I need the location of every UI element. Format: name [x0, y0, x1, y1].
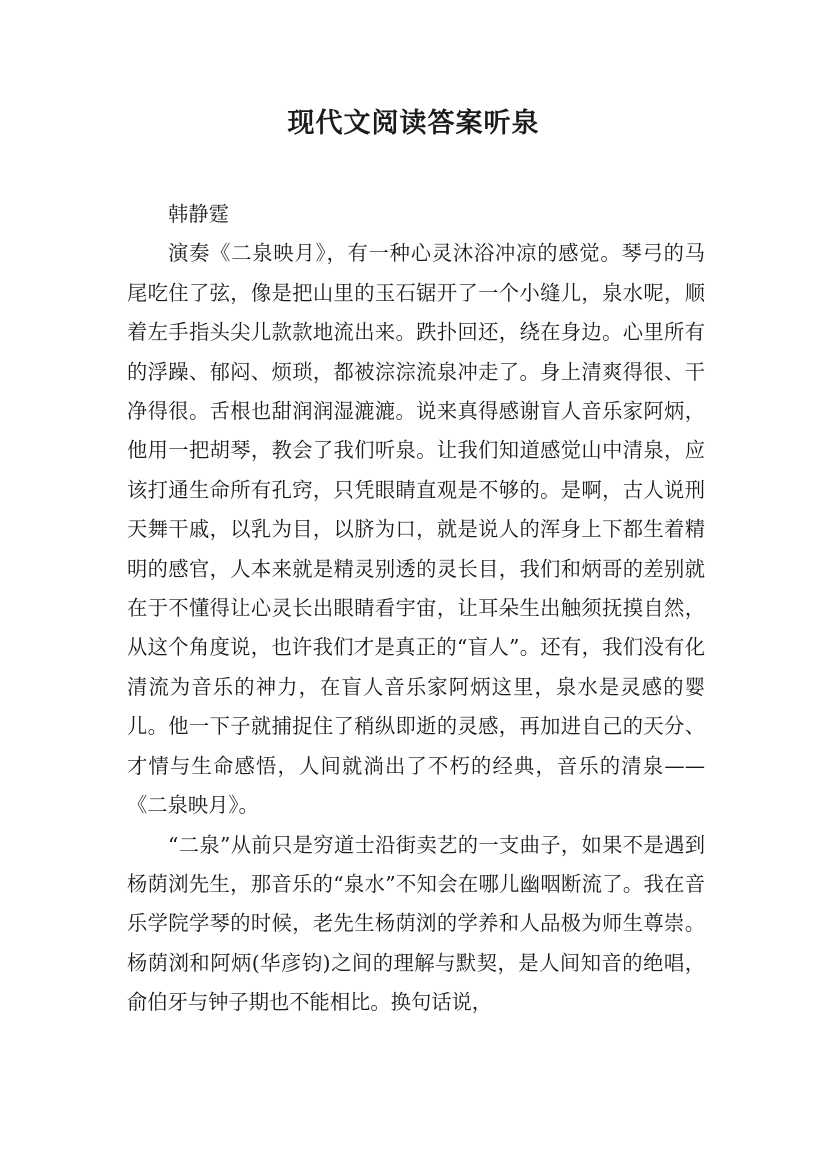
article-body [127, 195, 705, 1023]
document-title: 现代文阅读答案听泉 [287, 108, 540, 139]
paragraph-1: 演奏《二泉映月》，有一种心灵沐浴冲凉的感觉。琴弓的马尾吃住了弦，像是把山里的玉石锯开了一个小缝儿，泉水呢，顺着左手指头尖儿款款地流出来。跌扑回还，绕在身边。心里所有的浮躁、郁闷、烦琐，都被淙淙流泉冲走了。身上清爽得很、干净得很。舌根也甜润润湿漉漉。说来真得感谢盲人音乐家阿炳，他用一把胡琴，教会了我们听泉。让我们知道感觉山中清泉，应该打通生命所有孔窍，只凭眼睛直观是不够的。是啊，古人说刑天舞干戚，以乳为目，以脐为口，就是说人的浑身上下都生着精明的感官，人本来就是精灵别透的灵长目，我们和炳哥的差别就在于不懂得让心灵长出眼睛看宇宙，让耳朵生出触须抚摸自然，从这个角度说，也许我们才是真正的“盲人”。还有，我们没有化清流为音乐的神力，在盲人音乐家阿炳这里，泉水是灵感的婴儿。他一下子就捕捉住了稍纵即逝的灵感，再加进自己的天分、才情与生命感悟，人间就淌出了不朽的经典，音乐的清泉——《二泉映月》。 [127, 241, 705, 818]
paragraph-2: “二泉”从前只是穷道士沿街卖艺的一支曲子，如果不是遇到杨荫浏先生，那音乐的“泉水”不知会在哪儿幽咽断流了。我在音乐学院学琴的时候，老先生杨荫浏的学养和人品极为师生尊崇。杨荫浏和阿炳(华彦钧)之间的理解与默契，是人间知音的绝唱，俞伯牙与钟子期也不能相比。换句话说， [127, 832, 705, 1015]
author-name: 韩静霆 [168, 202, 229, 226]
